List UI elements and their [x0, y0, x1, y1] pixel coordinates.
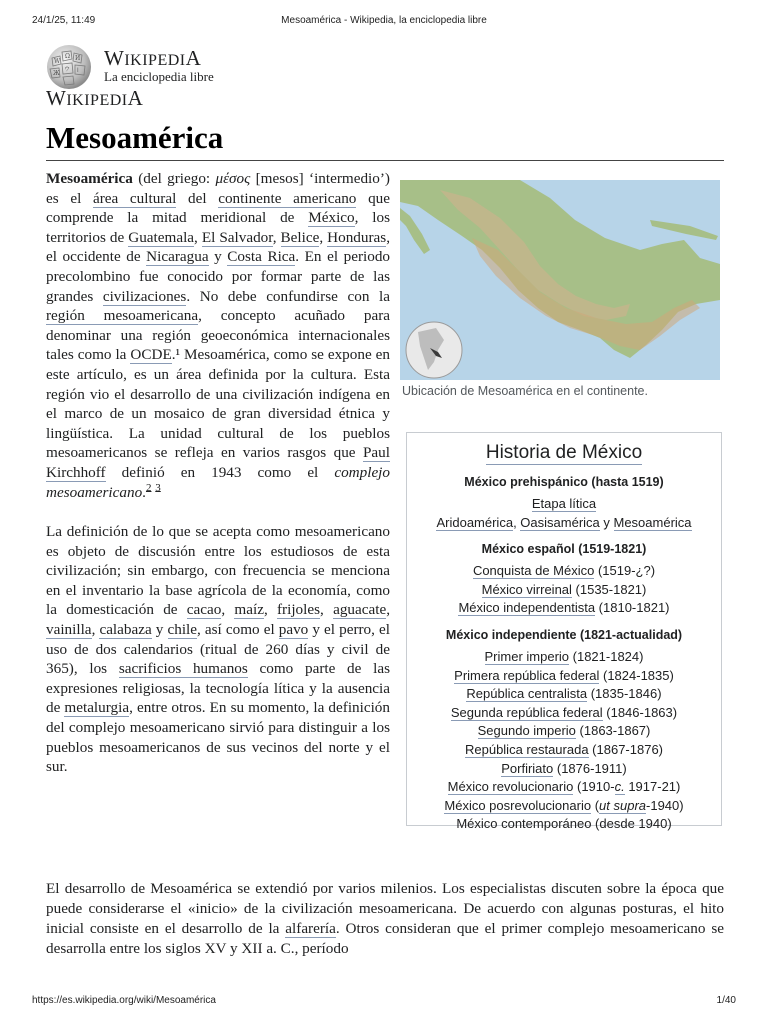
link-cacao[interactable]: cacao: [186, 601, 222, 619]
link-etapa-litica[interactable]: Etapa lítica: [531, 496, 597, 511]
link-alfareria[interactable]: alfarería: [285, 920, 336, 937]
map-locator-globe-icon: [406, 322, 462, 378]
link-guatemala[interactable]: Guatemala: [128, 228, 195, 246]
link-republica-restaurada[interactable]: República restaurada: [464, 741, 589, 757]
link-mexico-independentista[interactable]: México independentista: [458, 600, 596, 616]
link-mexico-revolucionario[interactable]: México revolucionario: [447, 779, 574, 795]
link-mexico-virreinal[interactable]: México virreinal: [481, 581, 572, 597]
link-maiz[interactable]: maíz: [234, 601, 264, 619]
link-oasisamerica[interactable]: Oasisamérica: [520, 514, 600, 530]
infobox-historia-de-mexico: [406, 432, 722, 832]
infobox-row: Segunda república federal (1846-1863): [450, 704, 678, 720]
link-frijoles[interactable]: frijoles: [277, 601, 321, 619]
link-civilizaciones[interactable]: civilizaciones: [102, 287, 187, 305]
link-nicaragua[interactable]: Nicaragua: [146, 248, 209, 266]
link-primer-imperio[interactable]: Primer imperio: [484, 648, 570, 664]
infobox-row: Aridoamérica, Oasisamérica y Mesoamérica: [436, 514, 692, 530]
paragraph-2: La definición de lo que se acepta como mesoamericano es objeto de discusión entre los estudiosos de esta civilización; sin embargo, con frecuencia se menciona en el inventario la base agrícola de la economía, como la domesticación de cacao, maíz, frijoles, aguacate, vainilla, calabaza y chile, así como el pavo y el perro, el uso de dos calendarios (ritual de 260 días y civil de 365), los sacrificios humanos como parte de las expresiones religiosas, la tecnología lítica y la ausencia de metalurgia, entre otros. En su momento, la definición del complejo mesoamericano sirvió para distinguir a los pueblos mesoamericanos de sus vecinos del norte y el sur.: [46, 523, 391, 776]
print-header: [0, 15, 768, 29]
map-caption: Ubicación de Mesoamérica en el continente.: [402, 384, 648, 398]
link-metalurgia[interactable]: metalurgia: [64, 699, 130, 717]
link-aguacate[interactable]: aguacate: [333, 601, 387, 619]
svg-text:ا: ا: [77, 67, 79, 74]
infobox-row: Primera república federal (1824-1835): [454, 667, 674, 683]
wikipedia-wordmark: WIKIPEDIA: [104, 46, 202, 70]
link-chile[interactable]: chile: [167, 621, 198, 639]
footnote-3[interactable]: 3: [155, 481, 161, 494]
link-aridoamerica[interactable]: Aridoamérica: [436, 514, 514, 530]
print-datetime: 24/1/25, 11:49: [32, 15, 96, 26]
svg-text:ウ: ウ: [64, 66, 71, 73]
infobox-row: México posrevolucionario (ut supra-1940): [444, 797, 684, 813]
infobox-title[interactable]: Historia de México: [485, 442, 643, 463]
mesoamerica-map[interactable]: [400, 180, 720, 380]
print-doc-title: Mesoamérica - Wikipedia, la enciclopedia libre: [281, 15, 487, 26]
svg-text:Ω: Ω: [65, 53, 70, 60]
article-body-column: [46, 169, 390, 797]
link-region-mesoamericana[interactable]: región mesoamericana: [46, 307, 199, 325]
link-ocde[interactable]: OCDE: [130, 346, 172, 364]
link-belice[interactable]: Belice: [280, 228, 320, 246]
link-honduras[interactable]: Honduras: [327, 228, 387, 246]
infobox-row: República centralista (1835-1846): [466, 686, 662, 702]
link-continente-americano[interactable]: continente americano: [218, 189, 357, 207]
page-title: Mesoamérica: [46, 118, 724, 161]
infobox-section-prehispanico: México prehispánico (hasta 1519): [464, 475, 664, 489]
svg-text:Ж: Ж: [53, 70, 60, 77]
wikipedia-wordmark-secondary: WIKIPEDIA: [46, 86, 144, 110]
link-mexico-posrevolucionario[interactable]: México posrevolucionario: [444, 797, 592, 813]
paragraph-1: Mesoamérica (del griego: μέσος [mesos] ‘intermedio’) es el área cultural del continente americano que comprende la mitad meridional de México, los territorios de Guatemala, El Salvador, Belice, Honduras, el occidente de Nicaragua y Costa Rica. En el periodo precolombino fue conocido por formar parte de las grandes civilizaciones. No debe confundirse con la región mesoamericana, concepto acuñado para denominar una región geoeconómica internacionales tales como la OCDE.¹ Mesoamérica, como se expone en este artículo, es un área definida por la cultura. Esta región vio el desarrollo de una civilización indígena en el marco de un mosaico de gran diversidad étnica y lingüística. La unidad cultural de los pueblos mesoamericanos se refleja en varios rasgos que Paul Kirchhoff definió en 1943 como el complejo mesoamericano.$^2$ $^3$: [46, 170, 391, 501]
term-bold: Mesoamérica: [46, 170, 133, 187]
link-segunda-republica-federal[interactable]: Segunda república federal: [450, 704, 603, 720]
infobox-row: Conquista de México (1519-¿?): [472, 563, 656, 579]
link-vainilla[interactable]: vainilla: [46, 621, 92, 639]
link-ut-supra[interactable]: ut supra: [599, 797, 647, 813]
paragraph-3: El desarrollo de Mesoamérica se extendió por varios milenios. Los especialistas discuten sobre la época que puede considerarse el «inicio» de la civilización mesoamericana. De acuerdo con algunas posturas, el hito inicial consiste en el desarrollo de la alfarería. Otros consideran que el primer complejo mesoamericano se desarrolla entre los siglos XV y XII a. C., período: [46, 880, 725, 957]
wikipedia-tagline: La enciclopedia libre: [104, 69, 214, 84]
link-area-cultural[interactable]: área cultural: [92, 189, 177, 207]
link-pavo[interactable]: pavo: [278, 621, 309, 639]
link-calabaza[interactable]: calabaza: [99, 621, 152, 639]
infobox-row: República restaurada (1867-1876): [464, 741, 664, 757]
wikipedia-logo[interactable]: [44, 44, 274, 110]
footnote-2[interactable]: 2: [145, 481, 152, 494]
infobox-row: [407, 495, 721, 514]
greek-word: μέσος: [215, 170, 251, 187]
complejo-mesoamericano-emphasis: complejo mesoamericano: [46, 463, 390, 501]
link-costa-rica[interactable]: Costa Rica: [227, 248, 296, 266]
link-sacrificios-humanos[interactable]: sacrificios humanos: [118, 660, 248, 678]
link-primera-republica-federal[interactable]: Primera república federal: [454, 667, 600, 683]
infobox-row: Porfiriato (1876-1911): [501, 760, 627, 776]
map-figure: [400, 180, 720, 398]
wikipedia-globe-icon: [44, 44, 96, 90]
infobox-section-espanol: México español (1519-1821): [481, 542, 647, 557]
link-conquista-de-mexico[interactable]: Conquista de México: [472, 563, 595, 579]
infobox-row: Segundo imperio (1863-1867): [477, 723, 651, 739]
link-mesoamerica[interactable]: Mesoamérica: [613, 514, 692, 530]
link-circa[interactable]: c.: [614, 779, 625, 795]
infobox-row-contemporaneo: México contemporáneo (desde 1940): [456, 816, 672, 832]
infobox-row: México virreinal (1535-1821): [481, 581, 647, 597]
link-republica-centralista[interactable]: República centralista: [466, 686, 588, 702]
link-mexico[interactable]: México: [308, 209, 355, 227]
svg-text:И: И: [75, 55, 81, 62]
infobox-row: Primer imperio (1821-1824): [484, 648, 644, 664]
link-el-salvador[interactable]: El Salvador: [201, 228, 273, 246]
print-url: https://es.wikipedia.org/wiki/Mesoamérica: [32, 995, 216, 1006]
infobox-section-independiente: México independiente (1821-actualidad): [445, 627, 683, 642]
svg-text:W: W: [54, 58, 61, 65]
link-paul-kirchhoff[interactable]: Paul Kirchhoff: [46, 444, 390, 481]
link-porfiriato[interactable]: Porfiriato: [501, 760, 554, 776]
link-segundo-imperio[interactable]: Segundo imperio: [477, 723, 576, 739]
infobox-row: México independentista (1810-1821): [458, 600, 670, 616]
infobox-row: México revolucionario (1910-c. 1917-21): [447, 779, 681, 795]
print-footer: [0, 995, 768, 1009]
print-page-number: 1/40: [716, 995, 736, 1006]
footnote-1[interactable]: .¹: [171, 346, 181, 364]
